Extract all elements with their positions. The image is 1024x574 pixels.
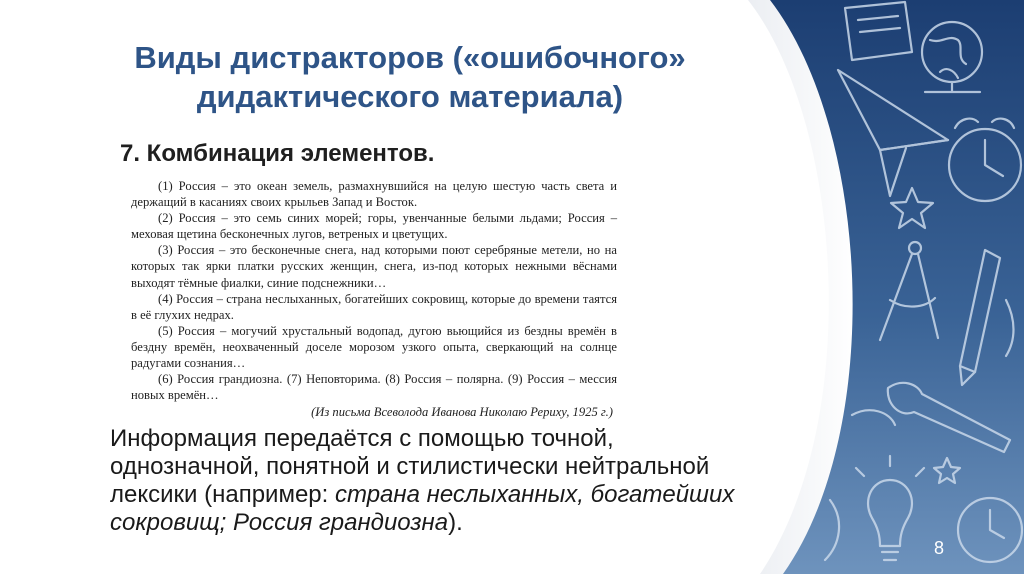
quote-paragraph: (3) Россия – это бесконечные снега, над которыми поют серебряные метели, но на которых так ярки платки русских женщин, снега, из-под которых нежными вёснами выходят тёмные фиалки, синие подснежники… [131,243,617,290]
quote-paragraph: (1) Россия – это океан земель, размахнувшийся на целую шестую часть света и держащий в касаниях своих крыльев Запад и Восток. [131,179,617,210]
body-text-italic-example: страна неслыханных, богатейших сокровищ; Россия грандиозна [110,481,735,536]
quote-paragraph: (4) Россия – страна неслыханных, богатейших сокровищ, которые до времени таятся в её глухих недрах. [131,291,617,322]
quote-paragraph: (2) Россия – это семь синих морей; горы, увенчанные белыми льдами; Россия – меховая щетина бесконечных лугов, ветреных и цветущих. [131,211,617,242]
quote-excerpt [131,178,617,420]
quote-source: (Из письма Всеволода Иванова Николаю Рериху, 1925 г.) [311,405,613,420]
quote-paragraph: (5) Россия – могучий хрустальный водопад, дугою вьющийся из бездны времён в бездну времён, неохваченный доселе морозом узкого опыта, сверкающий на солнце радугами сознания… [131,323,617,371]
body-text-plain-end: ). [448,509,463,536]
body-text-plain: Информация передаётся с помощью точной, однозначной, понятной и стилистически нейтральной лексики (например: [110,425,710,508]
quote-paragraph: (6) Россия грандиозна. (7) Неповторима. (8) Россия – полярна. (9) Россия – мессия новых времён… [131,372,617,403]
body-paragraph [110,425,750,537]
page-number: 8 [934,538,945,558]
slide-title: Виды дистракторов («ошибочного» дидактического материала) [134,40,686,114]
section-subtitle: 7. Комбинация элементов. [120,140,435,167]
